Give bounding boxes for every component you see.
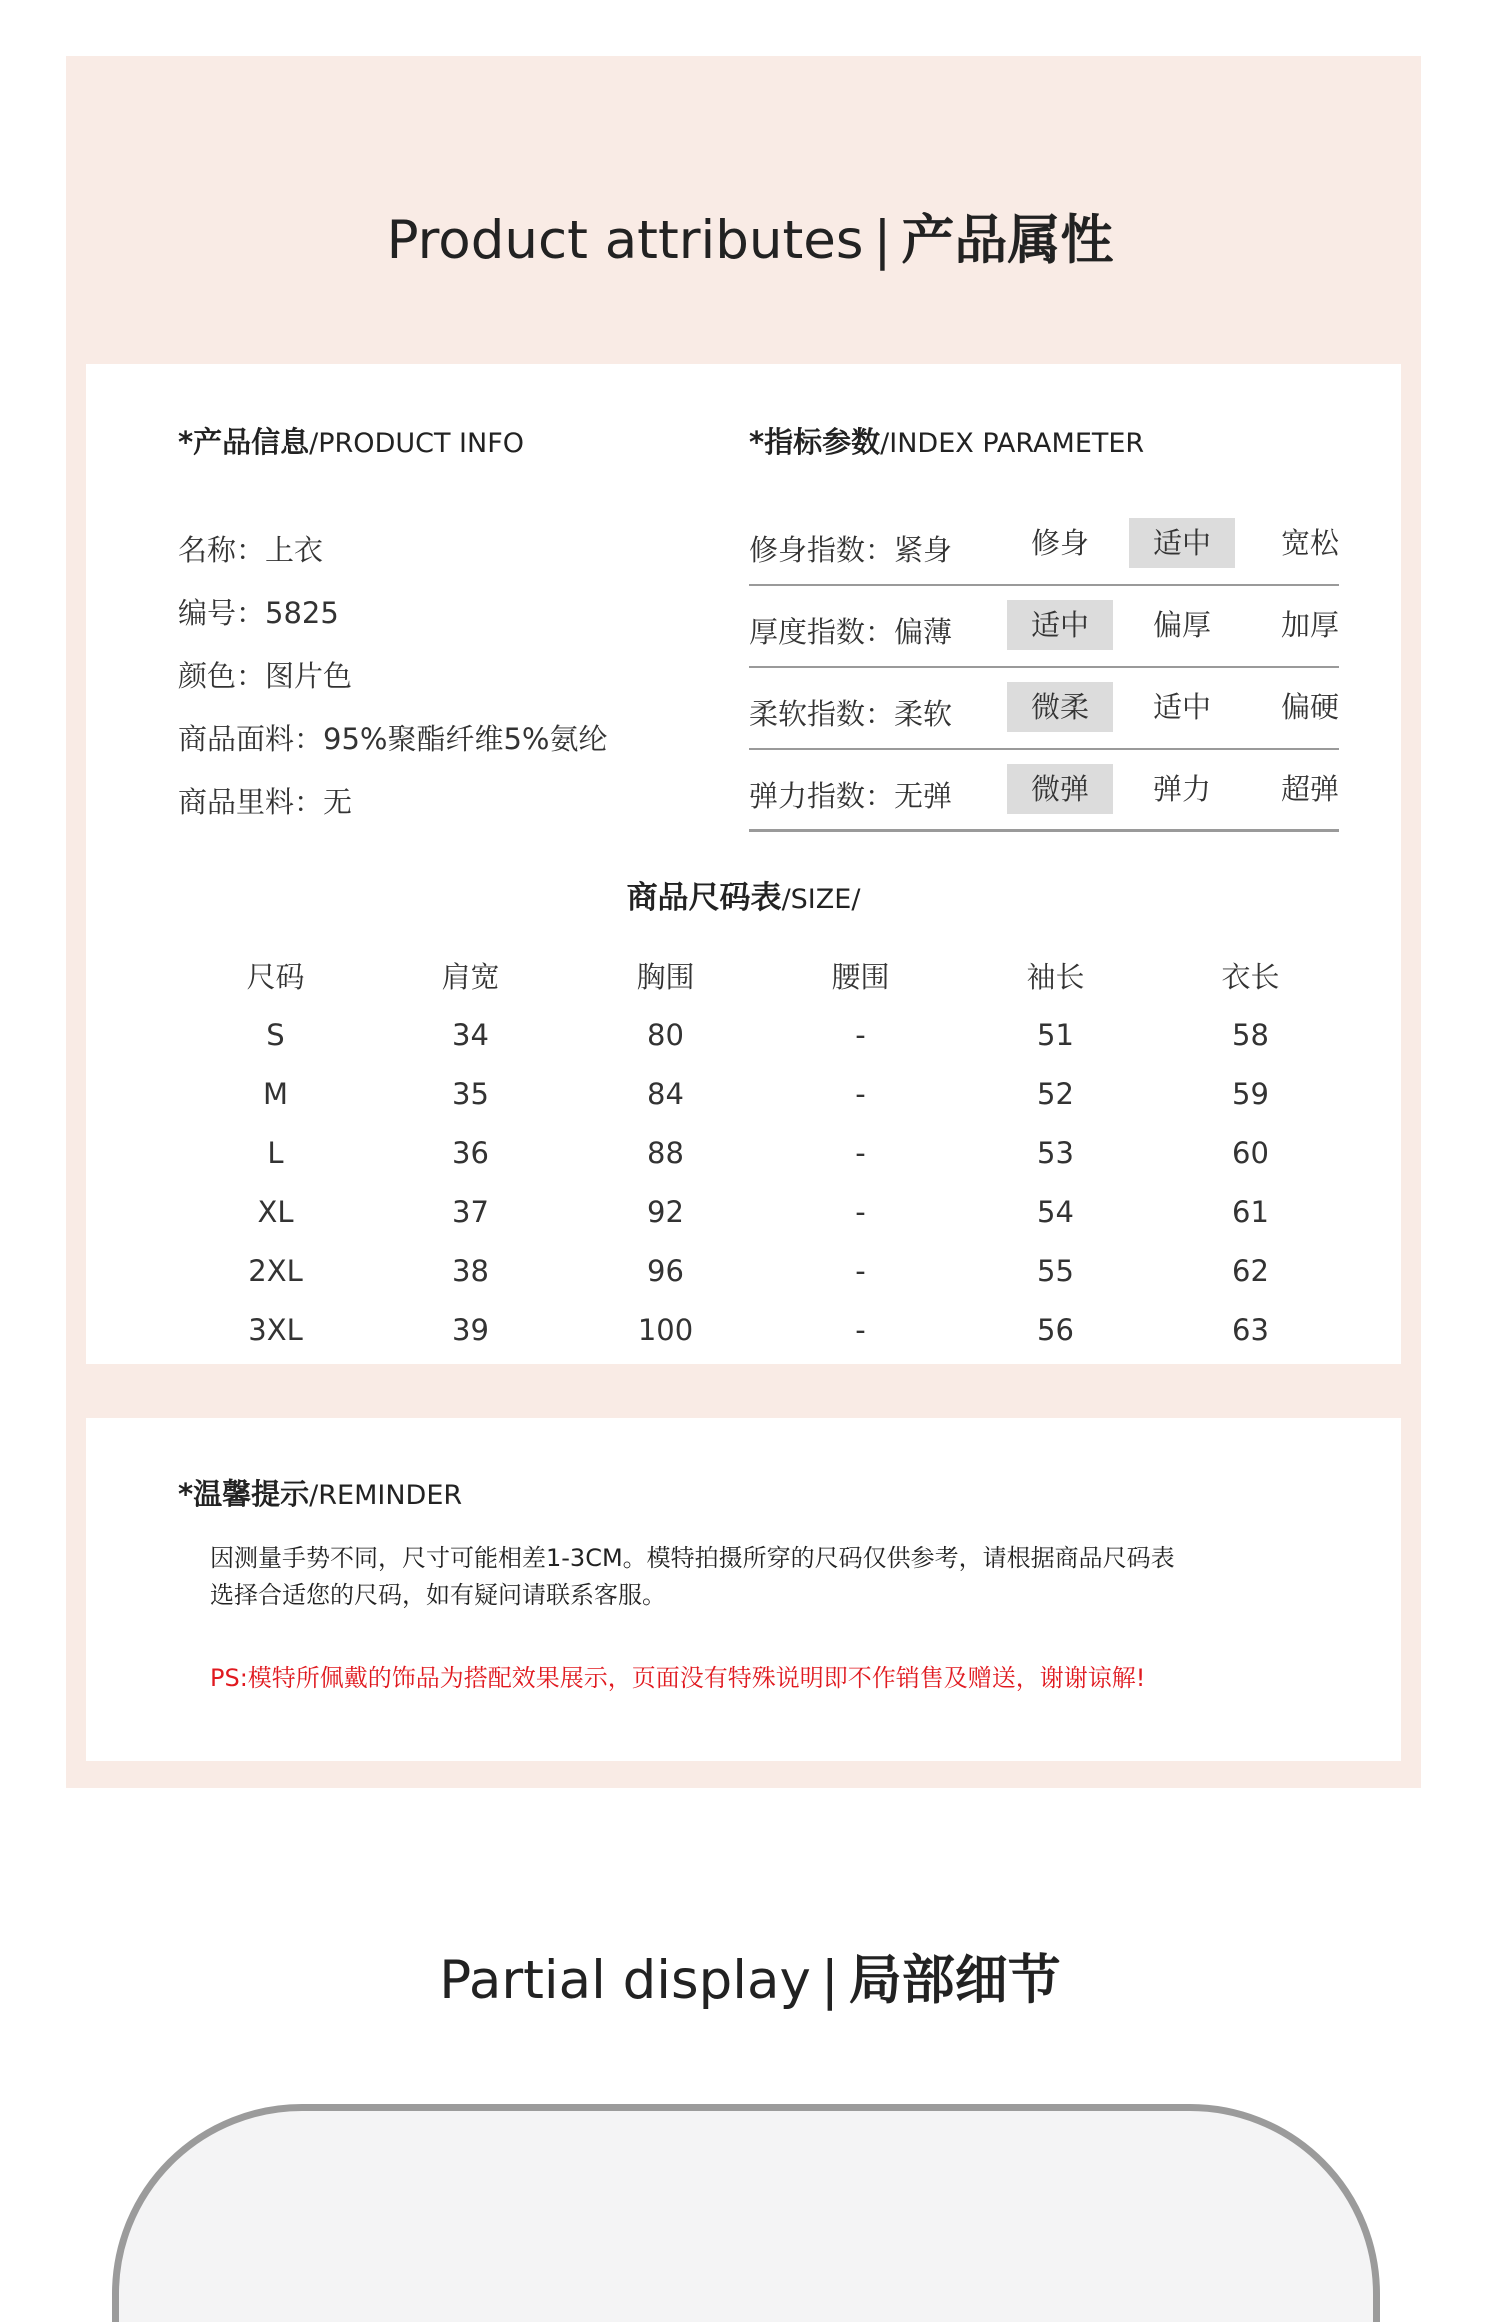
reminder-text: 因测量手势不同，尺寸可能相差1-3CM。模特拍摄所穿的尺码仅供参考，请根据商品尺码表 选择合适您的尺码，如有疑问请联系客服。 — [210, 1544, 1175, 1609]
info-row-code: 编号：5825 — [178, 596, 339, 630]
table-row: M 35 84 - 52 59 — [262, 1076, 1269, 1111]
column-header: 胸围 — [636, 960, 695, 994]
column-header: 腰围 — [831, 960, 890, 994]
param-option: 微柔 — [1007, 682, 1113, 732]
param-option: 宽松 — [1280, 526, 1339, 560]
param-row-elasticity: 弹力指数：无弹 微弹 弹力 超弹 — [749, 750, 1339, 832]
param-option: 偏硬 — [1280, 690, 1339, 724]
param-option: 弹力 — [1152, 772, 1211, 806]
param-row-fit: 修身指数：紧身 修身 适中 宽松 — [749, 504, 1339, 586]
param-option: 适中 — [1007, 600, 1113, 650]
table-row: S 34 80 - 51 58 — [266, 1017, 1269, 1052]
column-header: 尺码 — [246, 960, 305, 994]
index-parameter-list — [749, 504, 1339, 832]
ps-notice: PS:模特所佩戴的饰品为搭配效果展示，页面没有特殊说明即不作销售及赠送，谢谢谅解! — [210, 1664, 1146, 1692]
detail-title-en: Partial display — [439, 1950, 811, 2011]
info-row-lining: 商品里料：无 — [178, 785, 353, 819]
param-option: 超弹 — [1280, 772, 1339, 806]
param-row-softness: 柔软指数：柔软 微柔 适中 偏硬 — [749, 668, 1339, 750]
size-chart-table — [178, 946, 1348, 1359]
table-row: XL 37 92 - 54 61 — [257, 1194, 1269, 1229]
param-row-thickness: 厚度指数：偏薄 适中 偏厚 加厚 — [749, 586, 1339, 668]
param-option: 修身 — [1030, 526, 1089, 560]
attributes-title-en: Product attributes — [386, 210, 864, 271]
column-header: 衣长 — [1221, 960, 1280, 994]
column-header: 肩宽 — [441, 960, 500, 994]
column-header: 袖长 — [1026, 960, 1085, 994]
detail-image-frame — [112, 2104, 1380, 2322]
reminder-heading: *温馨提示/REMINDER — [178, 1477, 463, 1511]
table-row: L 36 88 - 53 60 — [267, 1135, 1269, 1170]
param-option: 加厚 — [1280, 608, 1339, 642]
detail-section-title — [0, 1938, 1500, 2014]
reminder-card — [86, 1418, 1401, 1761]
attributes-section-title — [0, 198, 1500, 274]
size-chart-header-row — [178, 946, 1348, 1005]
product-info-list — [178, 519, 698, 834]
info-row-fabric: 商品面料：95%聚酯纤维5%氨纶 — [178, 722, 608, 756]
table-row: 3XL 39 100 - 56 63 — [248, 1312, 1269, 1347]
detail-title-zh: 局部细节 — [848, 1950, 1061, 2011]
param-option: 微弹 — [1007, 764, 1113, 814]
param-option: 适中 — [1152, 690, 1211, 724]
attributes-title-zh: 产品属性 — [901, 210, 1114, 271]
detail-title-separator: | — [820, 1950, 839, 2011]
param-option: 适中 — [1129, 518, 1235, 568]
info-row-color: 颜色：图片色 — [178, 659, 353, 693]
attributes-title-separator: | — [873, 210, 892, 271]
product-info-heading: *产品信息/PRODUCT INFO — [178, 425, 524, 459]
size-chart-title: 商品尺码表/SIZE/ — [626, 880, 861, 916]
info-row-name: 名称：上衣 — [178, 533, 324, 567]
table-row: 2XL 38 96 - 55 62 — [248, 1253, 1269, 1288]
attributes-card — [86, 364, 1401, 1364]
index-parameter-heading: *指标参数/INDEX PARAMETER — [749, 425, 1145, 459]
param-option: 偏厚 — [1152, 608, 1211, 642]
